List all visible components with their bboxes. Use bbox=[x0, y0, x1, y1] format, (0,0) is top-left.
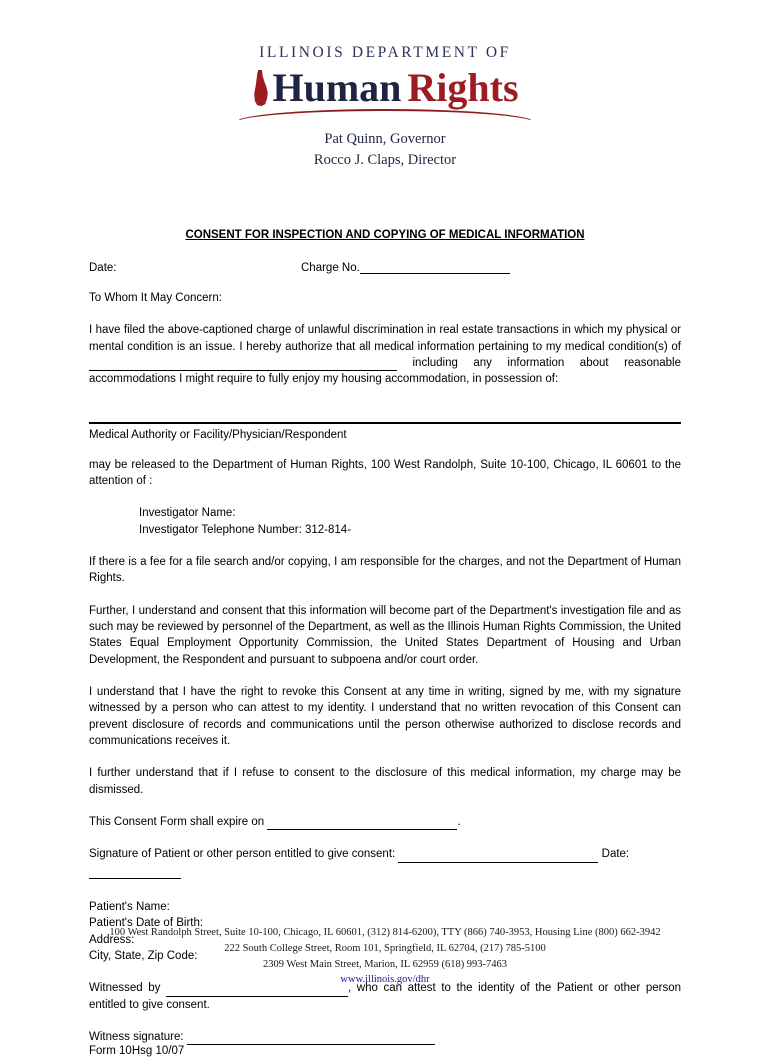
department-line: ILLINOIS DEPARTMENT OF bbox=[259, 44, 511, 61]
patient-name-label: Patient's Name: bbox=[89, 900, 170, 913]
date-charge-row bbox=[89, 262, 681, 274]
paragraph-one bbox=[89, 322, 681, 387]
logo-row bbox=[89, 64, 681, 108]
fee-paragraph: If there is a fee for a file search and/or copying, I am responsible for the charges, and not the Department of Human Rights. bbox=[89, 555, 681, 585]
charge-number-blank[interactable] bbox=[360, 262, 510, 274]
date-label: Date: bbox=[89, 262, 117, 275]
governor-line: Pat Quinn, Governor bbox=[324, 131, 446, 147]
authority-divider bbox=[89, 422, 681, 424]
patient-dob-label: Patient's Date of Birth: bbox=[89, 917, 204, 930]
logo-word-human: Human bbox=[272, 65, 402, 110]
investigator-phone: Investigator Telephone Number: 312-814- bbox=[139, 523, 352, 536]
signature-row bbox=[89, 846, 681, 879]
expiration-row bbox=[89, 814, 681, 830]
witness-signature-label: Witness signature: bbox=[89, 1030, 184, 1043]
expiration-label: This Consent Form shall expire on bbox=[89, 815, 265, 828]
expiration-period: . bbox=[457, 815, 461, 828]
salutation: To Whom It May Concern: bbox=[89, 292, 222, 305]
paragraph-one-b: including any information about reasonable accommodations I might require to fully enjoy my housing accommodation, in possession of: bbox=[89, 357, 681, 386]
footer bbox=[0, 925, 770, 988]
footer-url[interactable]: www.illinois.gov/dhr bbox=[340, 974, 430, 986]
swoosh-divider bbox=[234, 109, 536, 123]
form-number: Form 10Hsg 10/07 bbox=[89, 1045, 185, 1057]
authority-caption: Medical Authority or Facility/Physician/Respondent bbox=[89, 428, 347, 441]
footer-line-2: 222 South College Street, Room 101, Springfield, IL 62704, (217) 785-5100 bbox=[224, 942, 546, 954]
patient-city-label: City, State, Zip Code: bbox=[89, 949, 198, 962]
refuse-paragraph: I further understand that if I refuse to consent to the disclosure of this medical information, my charge may be dismissed. bbox=[89, 767, 681, 796]
witness-signature-row bbox=[89, 1029, 681, 1045]
signature-date-blank[interactable] bbox=[89, 867, 181, 879]
illinois-state-icon bbox=[251, 70, 268, 106]
revoke-paragraph: I understand that I have the right to revoke this Consent at any time in writing, signed by me, with my signature witnessed by a person who can attest to my identity. I understand that no written revocation of this Consent can prevent disclosure of records and communications until the person otherwise authorized to disclose records and communications receives it. bbox=[89, 685, 681, 747]
paragraph-one-a: I have filed the above-captioned charge of unlawful discrimination in real estate transactions in which my physical or mental condition is an issue. I hereby authorize that all medical information pertaining to my medical condition(s) of bbox=[89, 324, 681, 353]
charge-number-field[interactable] bbox=[301, 262, 510, 274]
signature-blank[interactable] bbox=[398, 851, 598, 863]
expiration-blank[interactable] bbox=[267, 818, 457, 830]
witness-signature-blank[interactable] bbox=[187, 1033, 435, 1045]
letterhead bbox=[89, 0, 681, 171]
further-paragraph: Further, I understand and consent that this information will become part of the Department's investigation file and as such may be reviewed by personnel of the Department, as well as the Illinois Human Rights Commission, the United States Equal Employment Opportunity Commission, the United States Department of Housing and Urban Development, the Respondent and pursuant to subpoena and/or court order. bbox=[89, 604, 681, 666]
footer-line-1: 100 West Randolph Street, Suite 10-100, Chicago, IL 60601, (312) 814-6200), TTY (866) 740-3953, Housing Line (800) 662-3942 bbox=[109, 927, 661, 938]
witnessed-by-label: Witnessed by bbox=[89, 982, 161, 995]
footer-line-3: 2309 West Main Street, Marion, IL 62959 (618) 993-7463 bbox=[262, 958, 508, 970]
officials bbox=[89, 129, 681, 171]
investigator-name: Investigator Name: bbox=[139, 507, 236, 520]
witnessed-by-tail: , who can attest to the identity of the Patient or other person entitled to give consent. bbox=[89, 982, 681, 1011]
charge-number-label: Charge No. bbox=[301, 262, 360, 275]
condition-blank[interactable] bbox=[89, 359, 397, 371]
page-title: CONSENT FOR INSPECTION AND COPYING OF MEDICAL INFORMATION bbox=[185, 229, 585, 242]
patient-address-label: Address: bbox=[89, 933, 135, 946]
investigator-block bbox=[89, 505, 681, 538]
logo-word-rights: Rights bbox=[407, 65, 519, 110]
signature-label: Signature of Patient or other person entitled to give consent: bbox=[89, 848, 396, 861]
director-line: Rocco J. Claps, Director bbox=[313, 152, 457, 169]
release-paragraph: may be released to the Department of Human Rights, 100 West Randolph, Suite 10-100, Chicago, IL 60601 to the attention of : bbox=[89, 458, 681, 487]
signature-date-label: Date: bbox=[601, 848, 630, 861]
